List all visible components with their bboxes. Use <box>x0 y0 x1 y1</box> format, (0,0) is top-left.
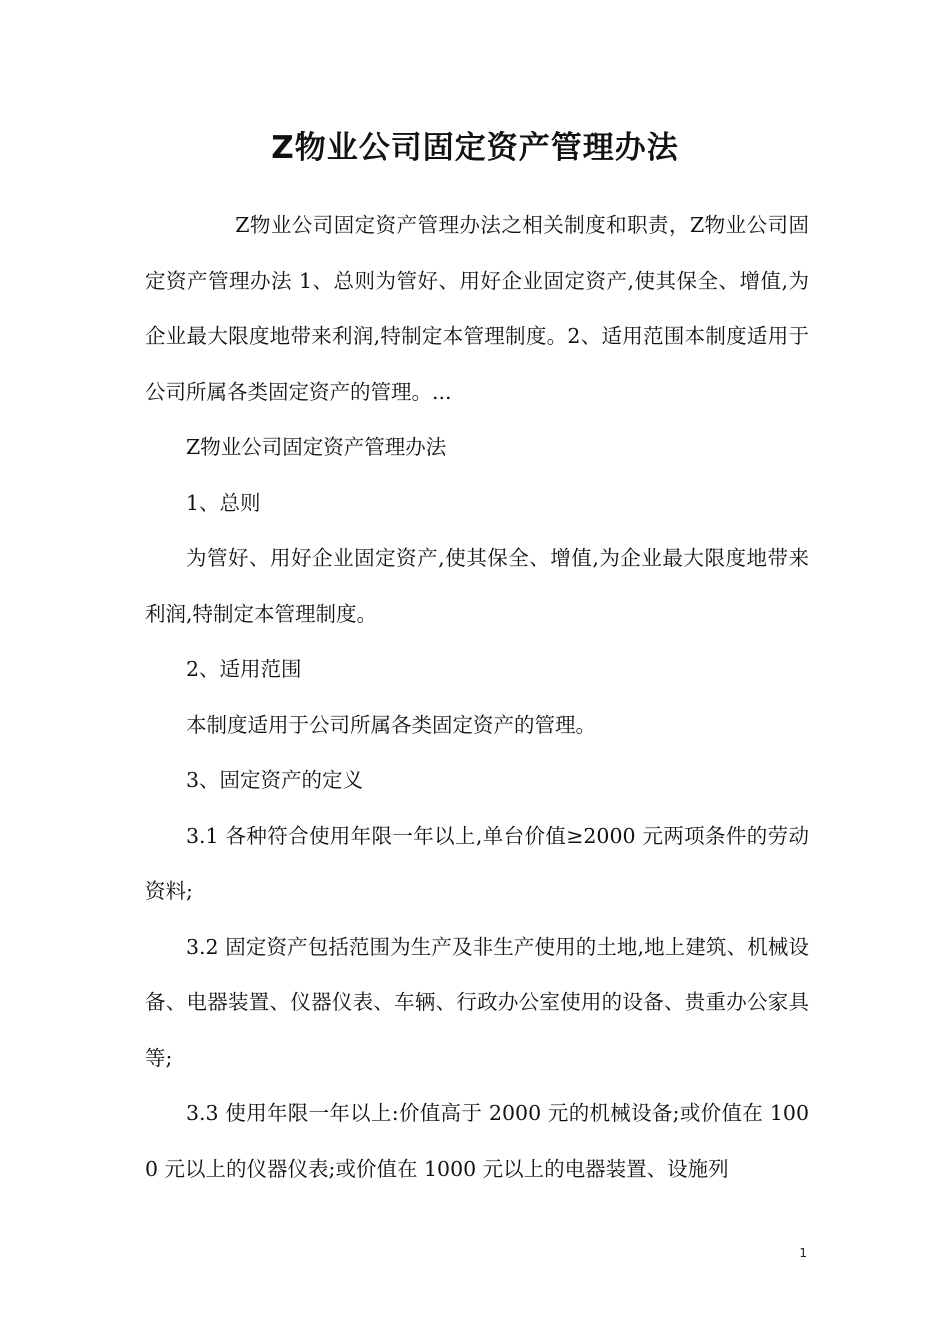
general-paragraph: 为管好、用好企业固定资产,使其保全、增值,为企业最大限度地带来利润,特制定本管理制度。 <box>145 546 809 626</box>
document-body <box>145 198 809 1197</box>
section-heading-general: 1、总则 <box>186 490 261 515</box>
section-heading-scope: 2、适用范围 <box>186 657 302 681</box>
document-title: Z物业公司固定资产管理办法 <box>271 130 679 166</box>
scope-paragraph: 本制度适用于公司所属各类固定资产的管理。 <box>186 712 596 737</box>
page-number: 1 <box>799 1246 807 1260</box>
definition-item-3-1: 3.1 各种符合使用年限一年以上,单台价值≥2000 元两项条件的劳动资料; <box>145 823 809 903</box>
section-heading-title: Z物业公司固定资产管理办法 <box>186 435 447 459</box>
definition-item-3-2: 3.2 固定资产包括范围为生产及非生产使用的土地,地上建筑、机械设备、电器装置、仪器仪表、车辆、行政办公室使用的设备、贵重办公家具等; <box>145 934 809 1070</box>
summary-paragraph: Z物业公司固定资产管理办法之相关制度和职责，Z物业公司固定资产管理办法 1、总则为管好、用好企业固定资产,使其保全、增值,为企业最大限度地带来利润,特制定本管理制度。2、适用范围本制度适用于公司所属各类固定资产的管理。... <box>145 213 809 404</box>
section-heading-definition: 3、固定资产的定义 <box>186 768 364 792</box>
definition-item-3-3: 3.3 使用年限一年以上:价值高于 2000 元的机械设备;或价值在 1000 元以上的仪器仪表;或价值在 1000 元以上的电器装置、设施列 <box>145 1101 809 1181</box>
